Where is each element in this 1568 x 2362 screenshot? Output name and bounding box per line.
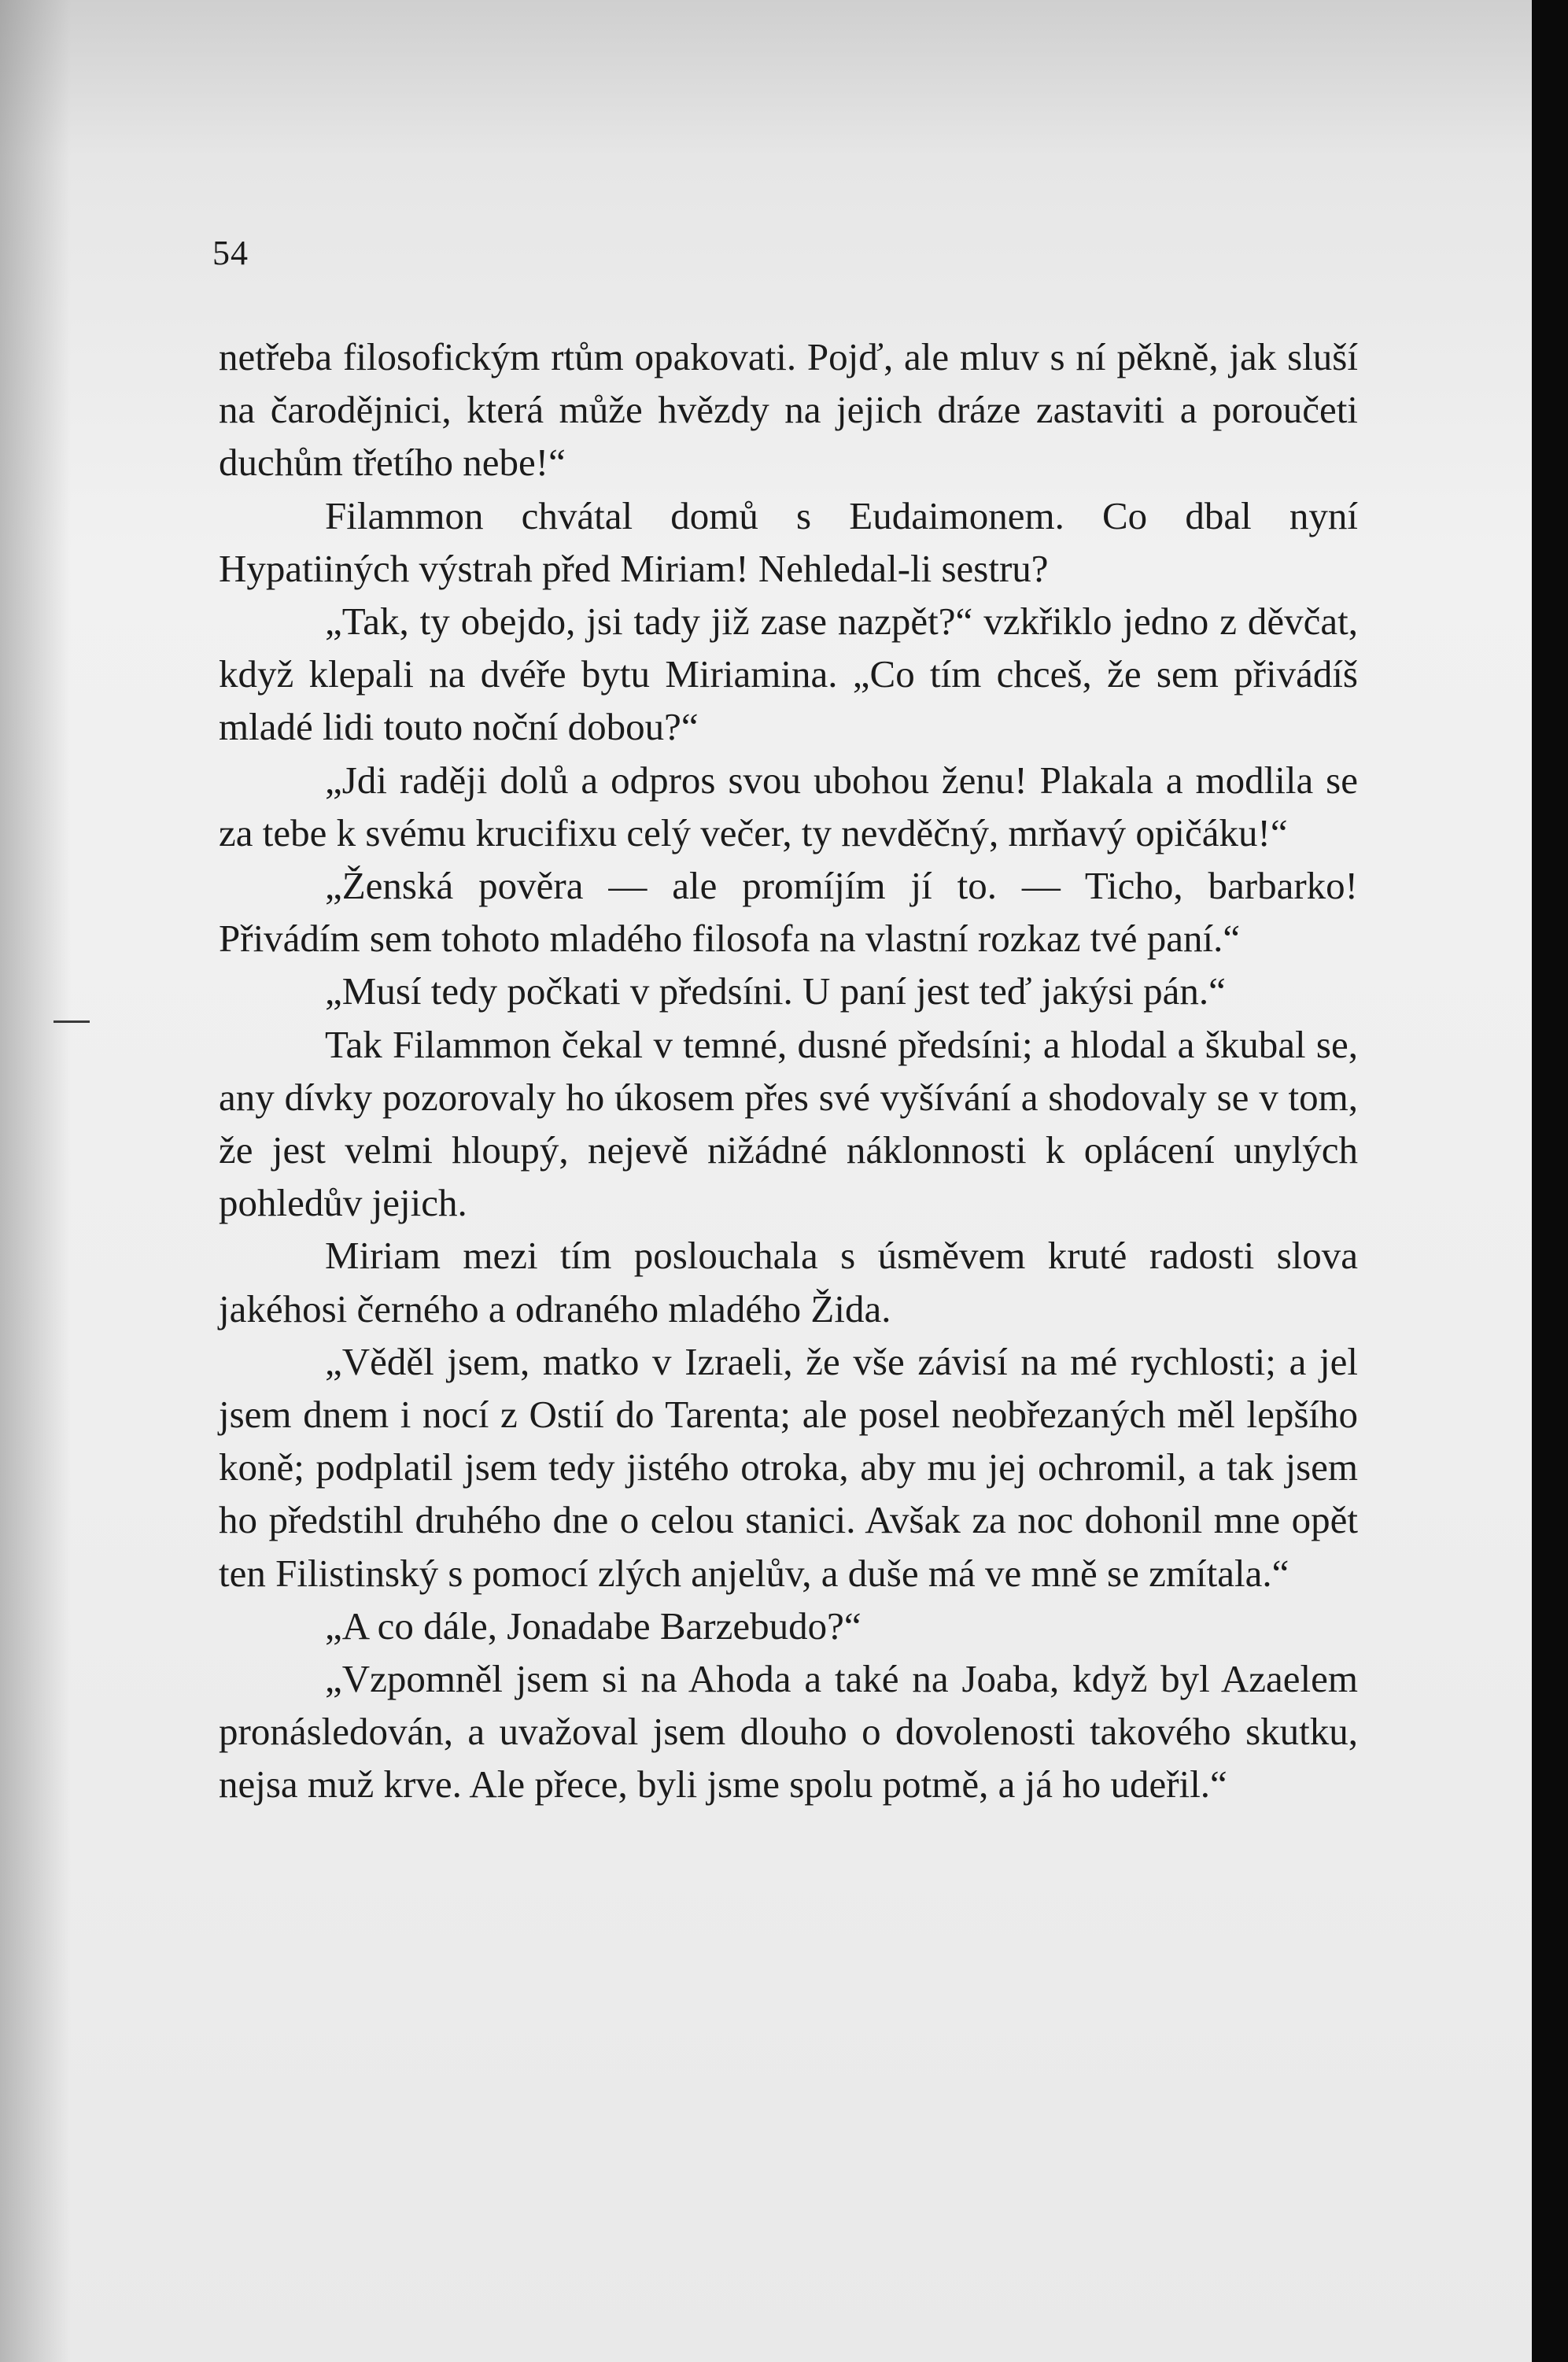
scan-border xyxy=(1532,0,1568,2362)
paragraph: „Ženská pověra — ale promíjím jí to. — Ticho, barbarko! Přivádím sem tohoto mladého filosofa na vlastní rozkaz tvé paní.“ xyxy=(219,864,1358,961)
paragraph: „A co dále, Jonadabe Barzebudo?“ xyxy=(325,1604,861,1648)
paragraph: Filammon chvátal domů s Eudaimonem. Co dbal nyní Hypatiiných výstrah před Miriam! Nehledal-li sestru? xyxy=(219,493,1358,590)
page-gutter-shadow xyxy=(0,0,71,2362)
paragraph: „Věděl jsem, matko v Izraeli, že vše závisí na mé rychlosti; a jel jsem dnem i nocí z Ostií do Tarenta; ale posel neobřezaných měl lepšího koně; podplatil jsem tedy jistého otroka, aby mu jej ochromil, a tak jsem ho předstihl druhého dne o celou stanici. Avšak za noc dohonil mne opět ten Filistinský s pomocí zlých anjelův, a duše má ve mně se zmítala.“ xyxy=(219,1339,1358,1595)
margin-mark xyxy=(53,1020,90,1023)
page-number: 54 xyxy=(212,234,249,272)
paragraph: „Musí tedy počkati v předsíni. U paní jest teď jakýsi pán.“ xyxy=(325,969,1226,1013)
paragraph: „Vzpomněl jsem si na Ahoda a také na Joaba, když byl Azaelem pronásledován, a uvažoval jsem dlouho o dovolenosti takového skutku, nejsa muž krve. Ale přece, byli jsme spolu potmě, a já ho udeřil.“ xyxy=(219,1657,1358,1807)
paragraph: Tak Filammon čekal v temné, dusné předsíni; a hlodal a škubal se, any dívky pozorovaly ho úkosem přes své vyšívání a shodovaly se v tom, že jest velmi hloupý, nejevě nižádné náklonnosti k oplácení unylých pohledův jejich. xyxy=(219,1022,1358,1225)
paragraph: „Jdi raději dolů a odpros svou ubohou ženu! Plakala a modlila se za tebe k svému krucifixu celý večer, ty nevděčný, mrňavý opičáku!“ xyxy=(219,758,1358,854)
paragraph: Miriam mezi tím poslouchala s úsměvem kruté radosti slova jakéhosi černého a odraného mladého Žida. xyxy=(219,1234,1358,1330)
paragraph: „Tak, ty obejdo, jsi tady již zase nazpět?“ vzkřiklo jedno z děvčat, když klepali na dvéře bytu Miriamina. „Co tím chceš, že sem přivádíš mladé lidi touto noční dobou?“ xyxy=(219,600,1358,749)
paragraph: netřeba filosofickým rtům opakovati. Pojď, ale mluv s ní pěkně, jak sluší na čarodějnici, která může hvězdy na jejich dráze zastaviti a poroučeti duchům třetího nebe!“ xyxy=(219,335,1358,485)
body-text xyxy=(219,330,1358,1811)
